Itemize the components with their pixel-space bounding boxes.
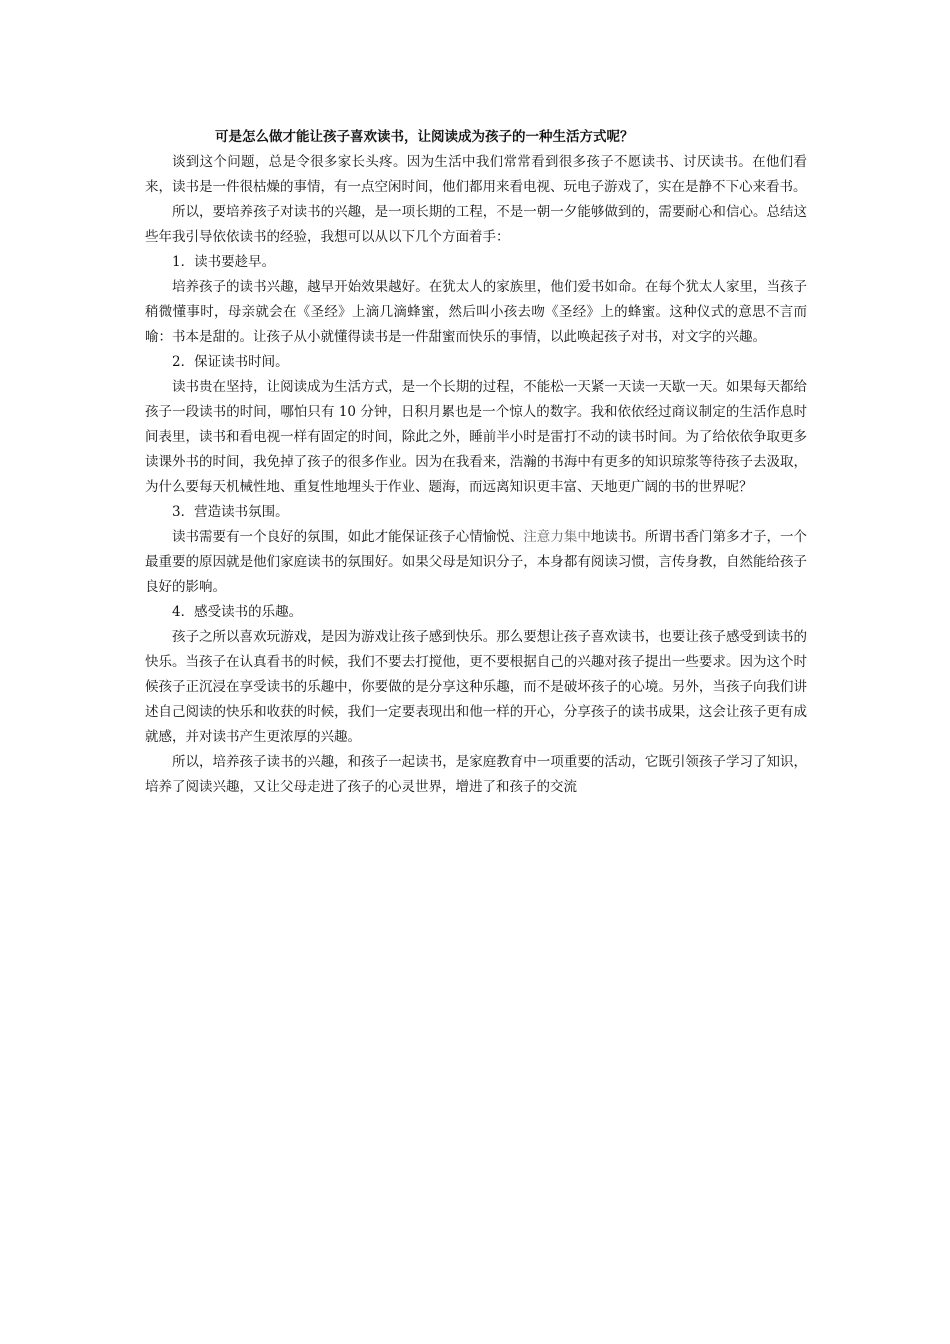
attention-link[interactable]: 注意力集中 bbox=[523, 529, 591, 545]
intro-paragraph-1: 谈到这个问题，总是令很多家长头疼。因为生活中我们常常看到很多孩子不愿读书、讨厌读书。在他们看来，读书是一件很枯燥的事情，有一点空闲时间，他们都用来看电视、玩电子游戏了，实在是静不下心来看书。 bbox=[145, 154, 807, 195]
section-body-1: 培养孩子的读书兴趣，越早开始效果越好。在犹太人的家族里，他们爱书如命。在每个犹太人家里，当孩子稍微懂事时，母亲就会在《圣经》上滴几滴蜂蜜，然后叫小孩去吻《圣经》上的蜂蜜。这种仪式的意思不言而喻：书本是甜的。让孩子从小就懂得读书是一件甜蜜而快乐的事情，以此唤起孩子对书，对文字的兴趣。 bbox=[145, 279, 807, 345]
section-heading-4: 4．感受读书的乐趣。 bbox=[172, 604, 303, 620]
section-heading-3: 3．营造读书氛围。 bbox=[172, 504, 289, 520]
section-heading-2: 2．保证读书时间。 bbox=[172, 354, 289, 370]
section-body-3 bbox=[145, 525, 807, 600]
intro-paragraph-2: 所以，要培养孩子对读书的兴趣，是一项长期的工程，不是一朝一夕能够做到的，需要耐心和信心。总结这些年我引导依依读书的经验，我想可以从以下几个方面着手： bbox=[145, 204, 807, 245]
section-body-3-after: 地读书。所谓书香门第多才子，一个最重要的原因就是他们家庭读书的氛围好。如果父母是知识分子，本身都有阅读习惯，言传身教，自然能给孩子良好的影响。 bbox=[145, 529, 808, 595]
section-body-2: 读书贵在坚持，让阅读成为生活方式，是一个长期的过程，不能松一天紧一天读一天歇一天。如果每天都给孩子一段读书的时间，哪怕只有 10 分钟，日积月累也是一个惊人的数字。我和依依经过商议制定的生活作息时间表里，读书和看电视一样有固定的时间，除此之外，睡前半小时是雷打不动的读书时间。为了给依依争取更多读课外书的时间，我免掉了孩子的很多作业。因为在我看来，浩瀚的书海中有更多的知识琼浆等待孩子去汲取，为什么要每天机械性地、重复性地埋头于作业、题海，而远离知识更丰富、天地更广阔的书的世界呢？ bbox=[145, 379, 807, 495]
section-body-3-before: 读书需要有一个良好的氛围，如此才能保证孩子心情愉悦、 bbox=[172, 529, 524, 545]
section-body-4: 孩子之所以喜欢玩游戏，是因为游戏让孩子感到快乐。那么要想让孩子喜欢读书，也要让孩子感受到读书的快乐。当孩子在认真看书的时候，我们不要去打搅他，更不要根据自己的兴趣对孩子提出一些要求。因为这个时候孩子正沉浸在享受读书的乐趣中，你要做的是分享这种乐趣，而不是破坏孩子的心境。另外，当孩子向我们讲述自己阅读的快乐和收获的时候，我们一定要表现出和他一样的开心，分享孩子的读书成果，这会让孩子更有成就感，并对读书产生更浓厚的兴趣。 bbox=[145, 629, 807, 745]
document-title: 可是怎么做才能让孩子喜欢读书，让阅读成为孩子的一种生活方式呢？ bbox=[215, 129, 634, 145]
document-page bbox=[145, 124, 807, 800]
conclusion-paragraph: 所以，培养孩子读书的兴趣，和孩子一起读书，是家庭教育中一项重要的活动，它既引领孩子学习了知识，培养了阅读兴趣，又让父母走进了孩子的心灵世界，增进了和孩子的交流 bbox=[145, 754, 807, 795]
section-heading-1: 1．读书要趁早。 bbox=[172, 254, 276, 270]
